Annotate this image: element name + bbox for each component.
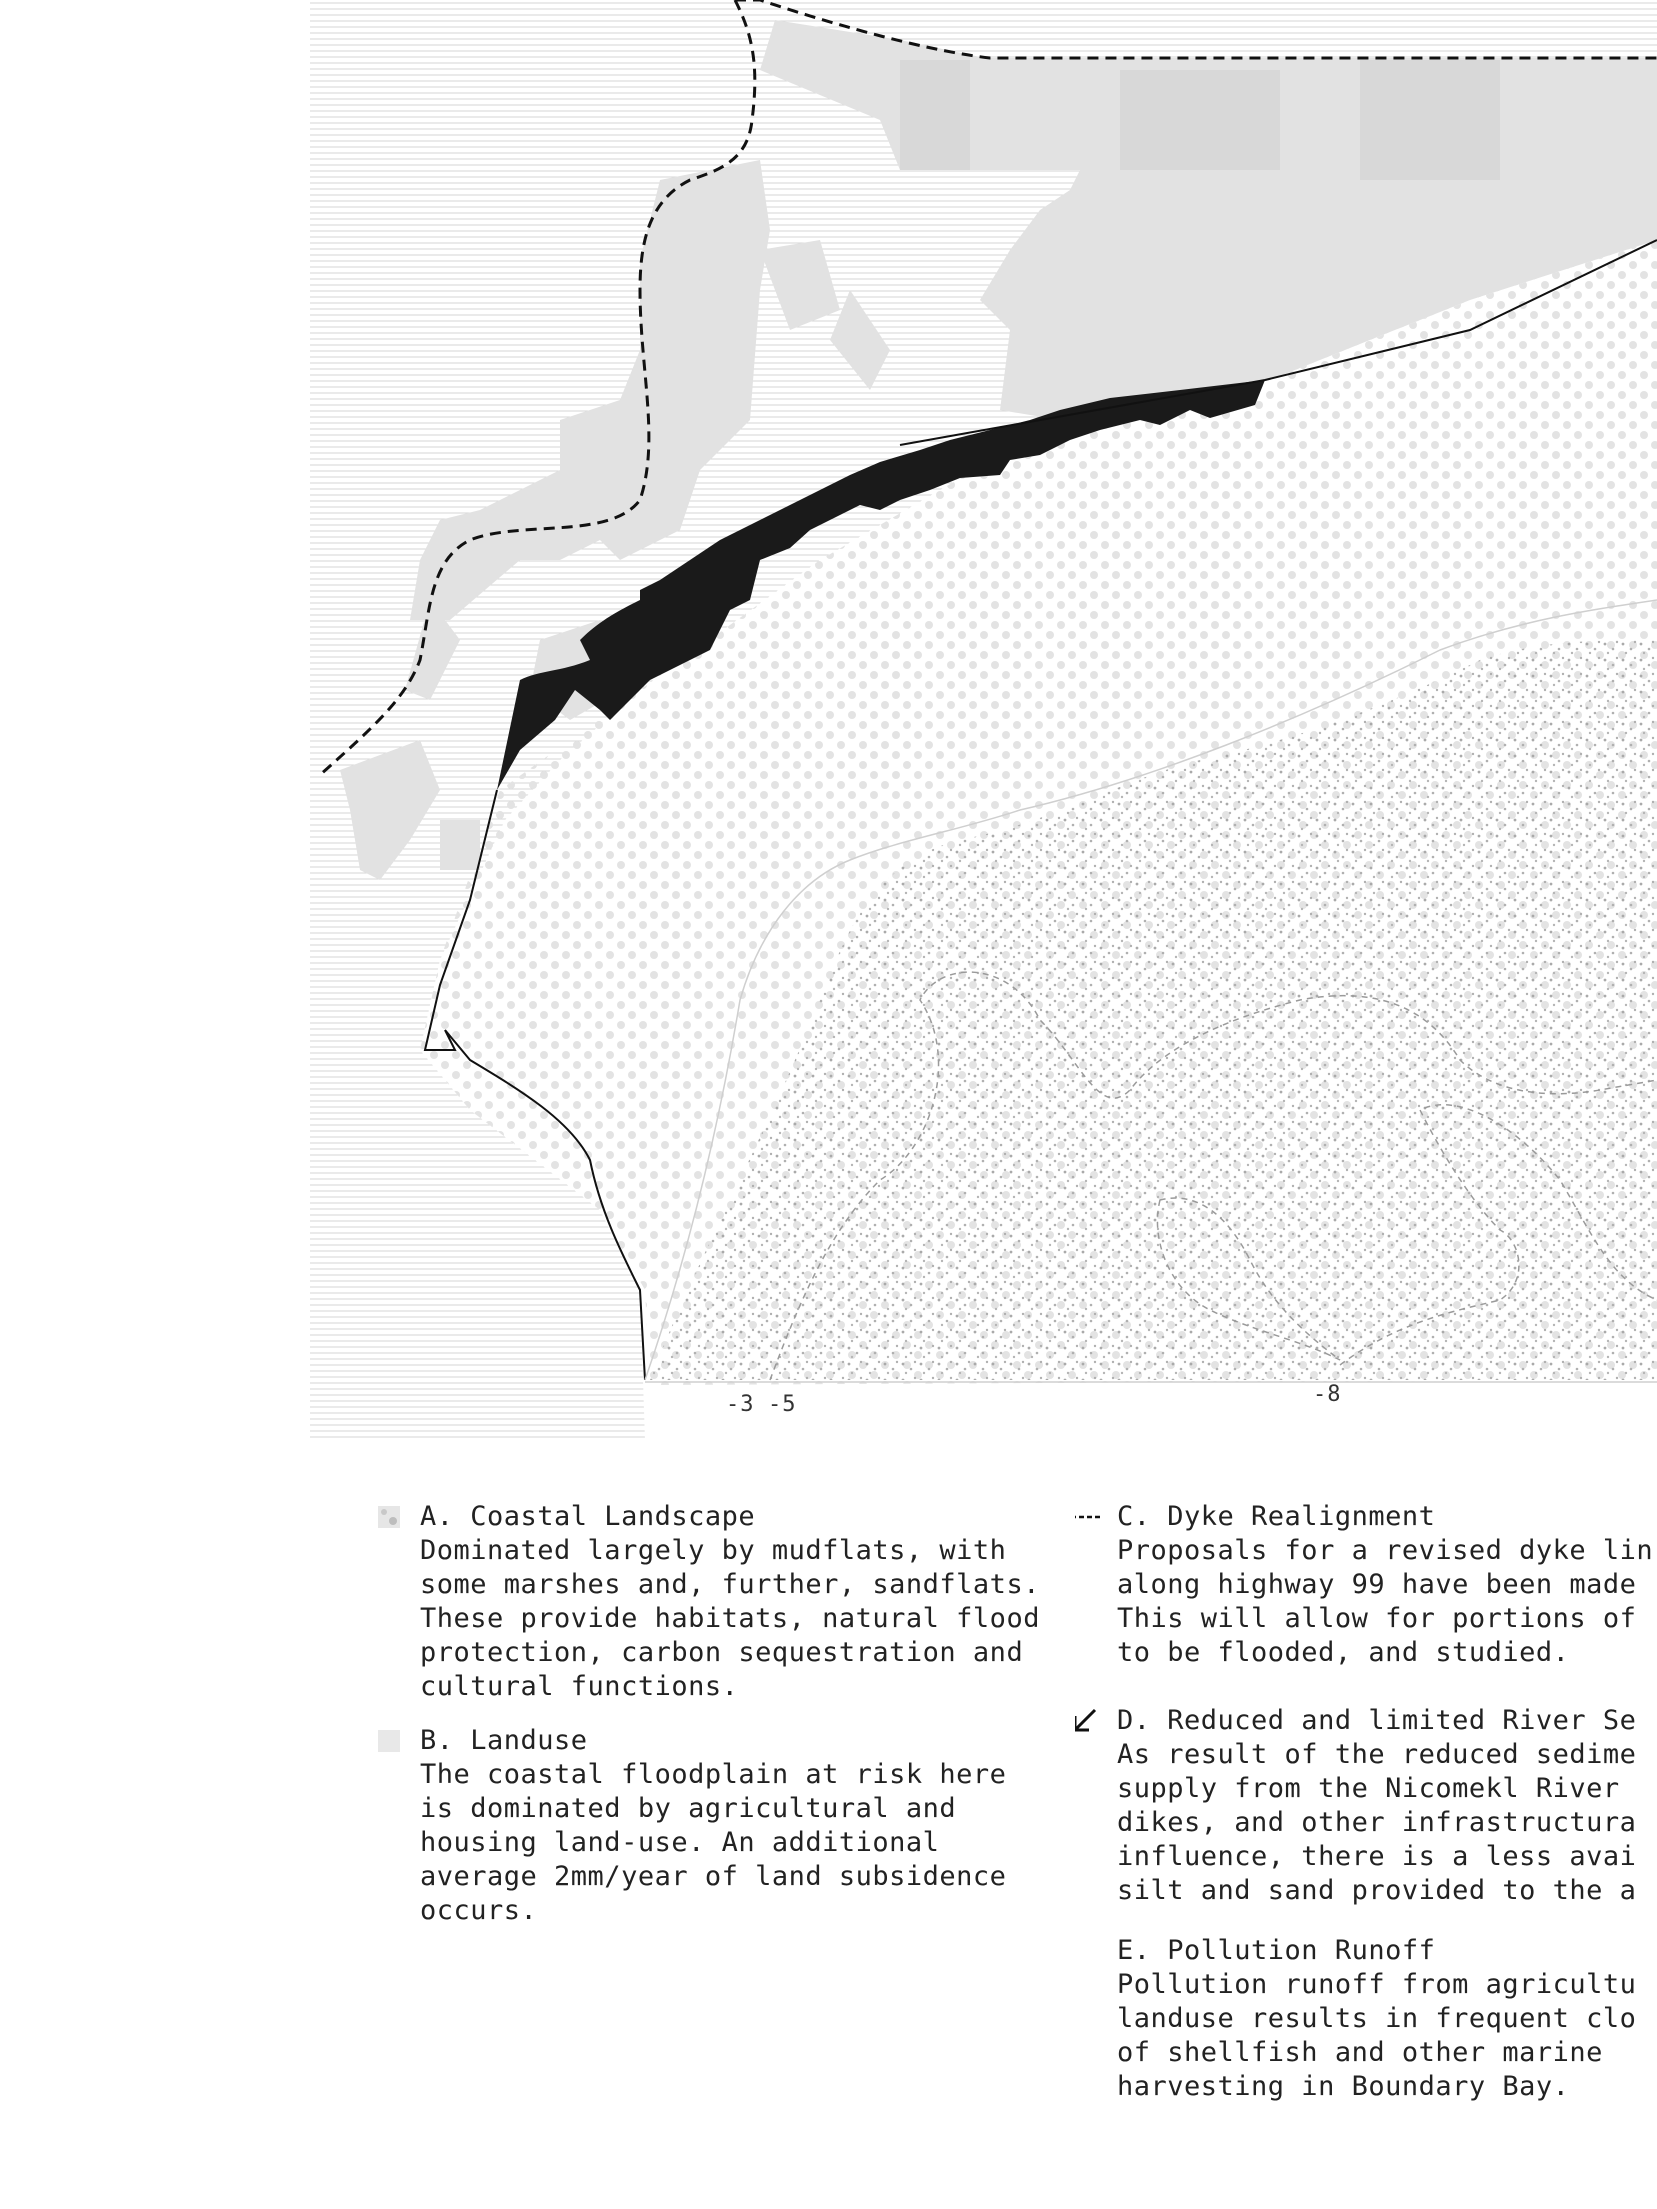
legend-item-river-sediment xyxy=(1075,1704,1657,1908)
legend-column-left xyxy=(378,1500,1058,1928)
legend-a-title: A. Coastal Landscape xyxy=(420,1501,756,1532)
legend-item-dyke-realignment xyxy=(1075,1500,1657,1670)
legend-c-title: C. Dyke Realignment xyxy=(1117,1501,1436,1532)
legend-b-body: The coastal floodplain at risk here is dominated by agricultural and housing land-use. An additional average 2mm/year of land subsidence occurs. xyxy=(420,1759,1007,1926)
legend-e-title: E. Pollution Runoff xyxy=(1117,1935,1436,1966)
dashed-line-icon xyxy=(1075,1514,1101,1520)
coastal-landscape-swatch xyxy=(378,1506,400,1528)
depth-label-minus-5: -5 xyxy=(768,1392,797,1417)
legend-item-landuse xyxy=(378,1724,1058,1928)
legend-item-pollution-runoff xyxy=(1075,1934,1657,2104)
arrow-southwest-icon xyxy=(1075,1706,1099,1736)
legend-c-body: Proposals for a revised dyke lin along highway 99 have been made This will allow for portions of to be flooded, and studied. xyxy=(1117,1535,1654,1668)
legend-d-body: As result of the reduced sedime supply from the Nicomekl River dikes, and other infrastructura influence, there is a less avai silt and sand provided to the a xyxy=(1117,1739,1637,1906)
legend-d-title: D. Reduced and limited River Se xyxy=(1117,1705,1637,1736)
depth-label-minus-8: -8 xyxy=(1313,1382,1342,1407)
legend-b-title: B. Landuse xyxy=(420,1725,588,1756)
legend-column-right xyxy=(1075,1500,1657,2140)
landuse-swatch xyxy=(378,1730,400,1752)
legend-a-body: Dominated largely by mudflats, with some marshes and, further, sandflats. These provide habitats, natural flood protection, carbon sequestration and cultural functions. xyxy=(420,1535,1040,1702)
legend-e-body: Pollution runoff from agricultu landuse results in frequent clo of shellfish and other marine harvesting in Boundary Bay. xyxy=(1117,1969,1637,2102)
legend-item-coastal-landscape xyxy=(378,1500,1058,1704)
depth-label-minus-3: -3 xyxy=(726,1392,755,1417)
